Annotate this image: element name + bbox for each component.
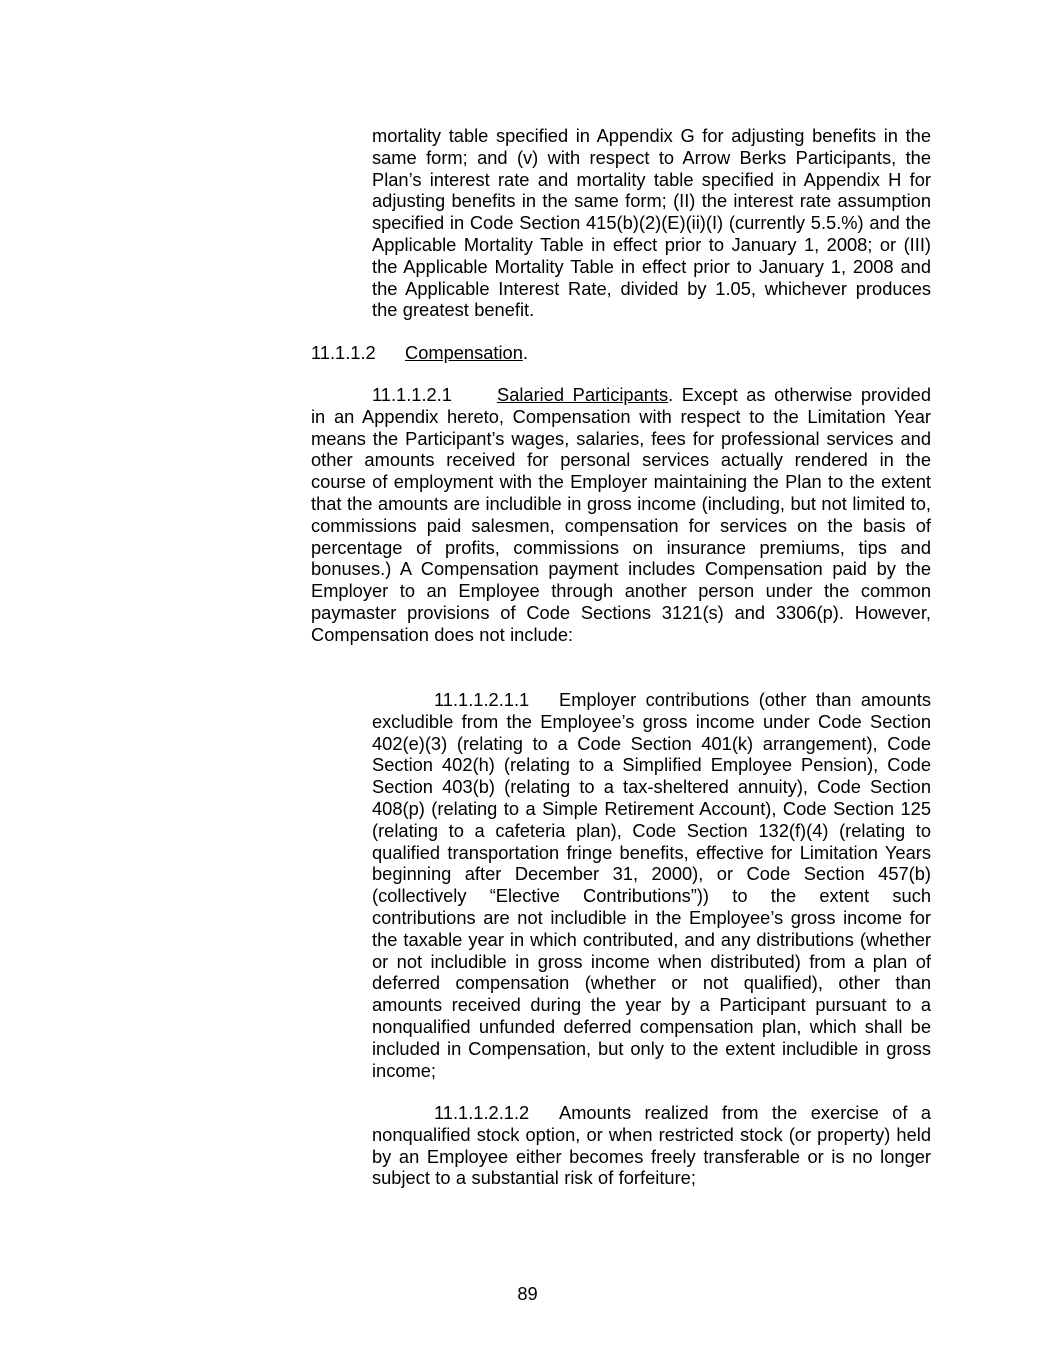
section-title-punct: .	[522, 342, 528, 363]
section-number: 11.1.1.2	[311, 342, 376, 363]
exclusion-item-number: 11.1.1.2.1.2	[434, 1102, 530, 1123]
salaried-title: Salaried Participants	[497, 384, 669, 405]
salaried-body: . Except as otherwise provided in an Appendix hereto, Compensation with respect to the Limitation Year means the Participant’s wages, salaries, fees for professional services and other amounts received for personal services actually rendered in the course of employment with the Employer maintaining the Plan to the extent that the amounts are includible in gross income (including, but not limited to, commissions paid salesmen, compensation for services on the basis of percentage of profits, commissions on insurance premiums, tips and bonuses.) A Compensation payment includes Compensation paid by the Employer to an Employee through another person under the common paymaster provisions of Code Sections 3121(s) and 3306(p). However, Compensation does not include:	[311, 384, 931, 645]
continuation-paragraph: mortality table specified in Appendix G for adjusting benefits in the same form; and (v) with respect to Arrow Berks Participants, the Plan’s interest rate and mortality table specified in Appendix H for adjusting benefits in the same form; (II) the interest rate assumption specified in Code Section 415(b)(2)(E)(ii)(I) (currently 5.5.%) and the Applicable Mortality Table in effect prior to January 1, 2008; or (III) the Applicable Mortality Table in effect prior to January 1, 2008 and the Applicable Interest Rate, divided by 1.05, whichever produces the greatest benefit.	[372, 125, 931, 321]
section-title: Compensation	[405, 342, 523, 363]
exclusion-item-text: Employer contributions (other than amounts excludible from the Employee’s gross income under Code Section 402(e)(3) (relating to a Code Section 401(k) arrangement), Code Section 402(h) (relating to a Simplified Employee Pension), Code Section 403(b) (relating to a tax-sheltered annuity), Code Section 408(p) (relating to a Simple Retirement Account), Code Section 125 (relating to a cafeteria plan), Code Section 132(f)(4) (relating to qualified transportation fringe benefits, effective for Limitation Years beginning after December 31, 2000), or Code Section 457(b) (collectively “Elective Contributions”)) to the extent such contributions are not includible in the Employee’s gross income for the taxable year in which contributed, and any distributions (whether or not includible in gross income when distributed) from a plan of deferred compensation (whether or not qualified), other than amounts received during the year by a Participant pursuant to a nonqualified unfunded deferred compensation plan, which shall be included in Compensation, but only to the extent includible in gross income;	[372, 689, 931, 1081]
exclusion-item-number: 11.1.1.2.1.1	[434, 689, 530, 710]
exclusion-item-text: Amounts realized from the exercise of a nonqualified stock option, or when restricted stock (or property) held by an Employee either becomes freely transferable or is no longer subject to a substantial risk of forfeiture;	[372, 1102, 931, 1189]
salaried-participants-paragraph	[311, 384, 931, 646]
salaried-number: 11.1.1.2.1	[372, 384, 452, 405]
section-heading	[311, 342, 931, 364]
page-number: 89	[517, 1283, 538, 1304]
exclusion-item	[372, 1102, 931, 1189]
exclusion-item	[372, 689, 931, 1081]
